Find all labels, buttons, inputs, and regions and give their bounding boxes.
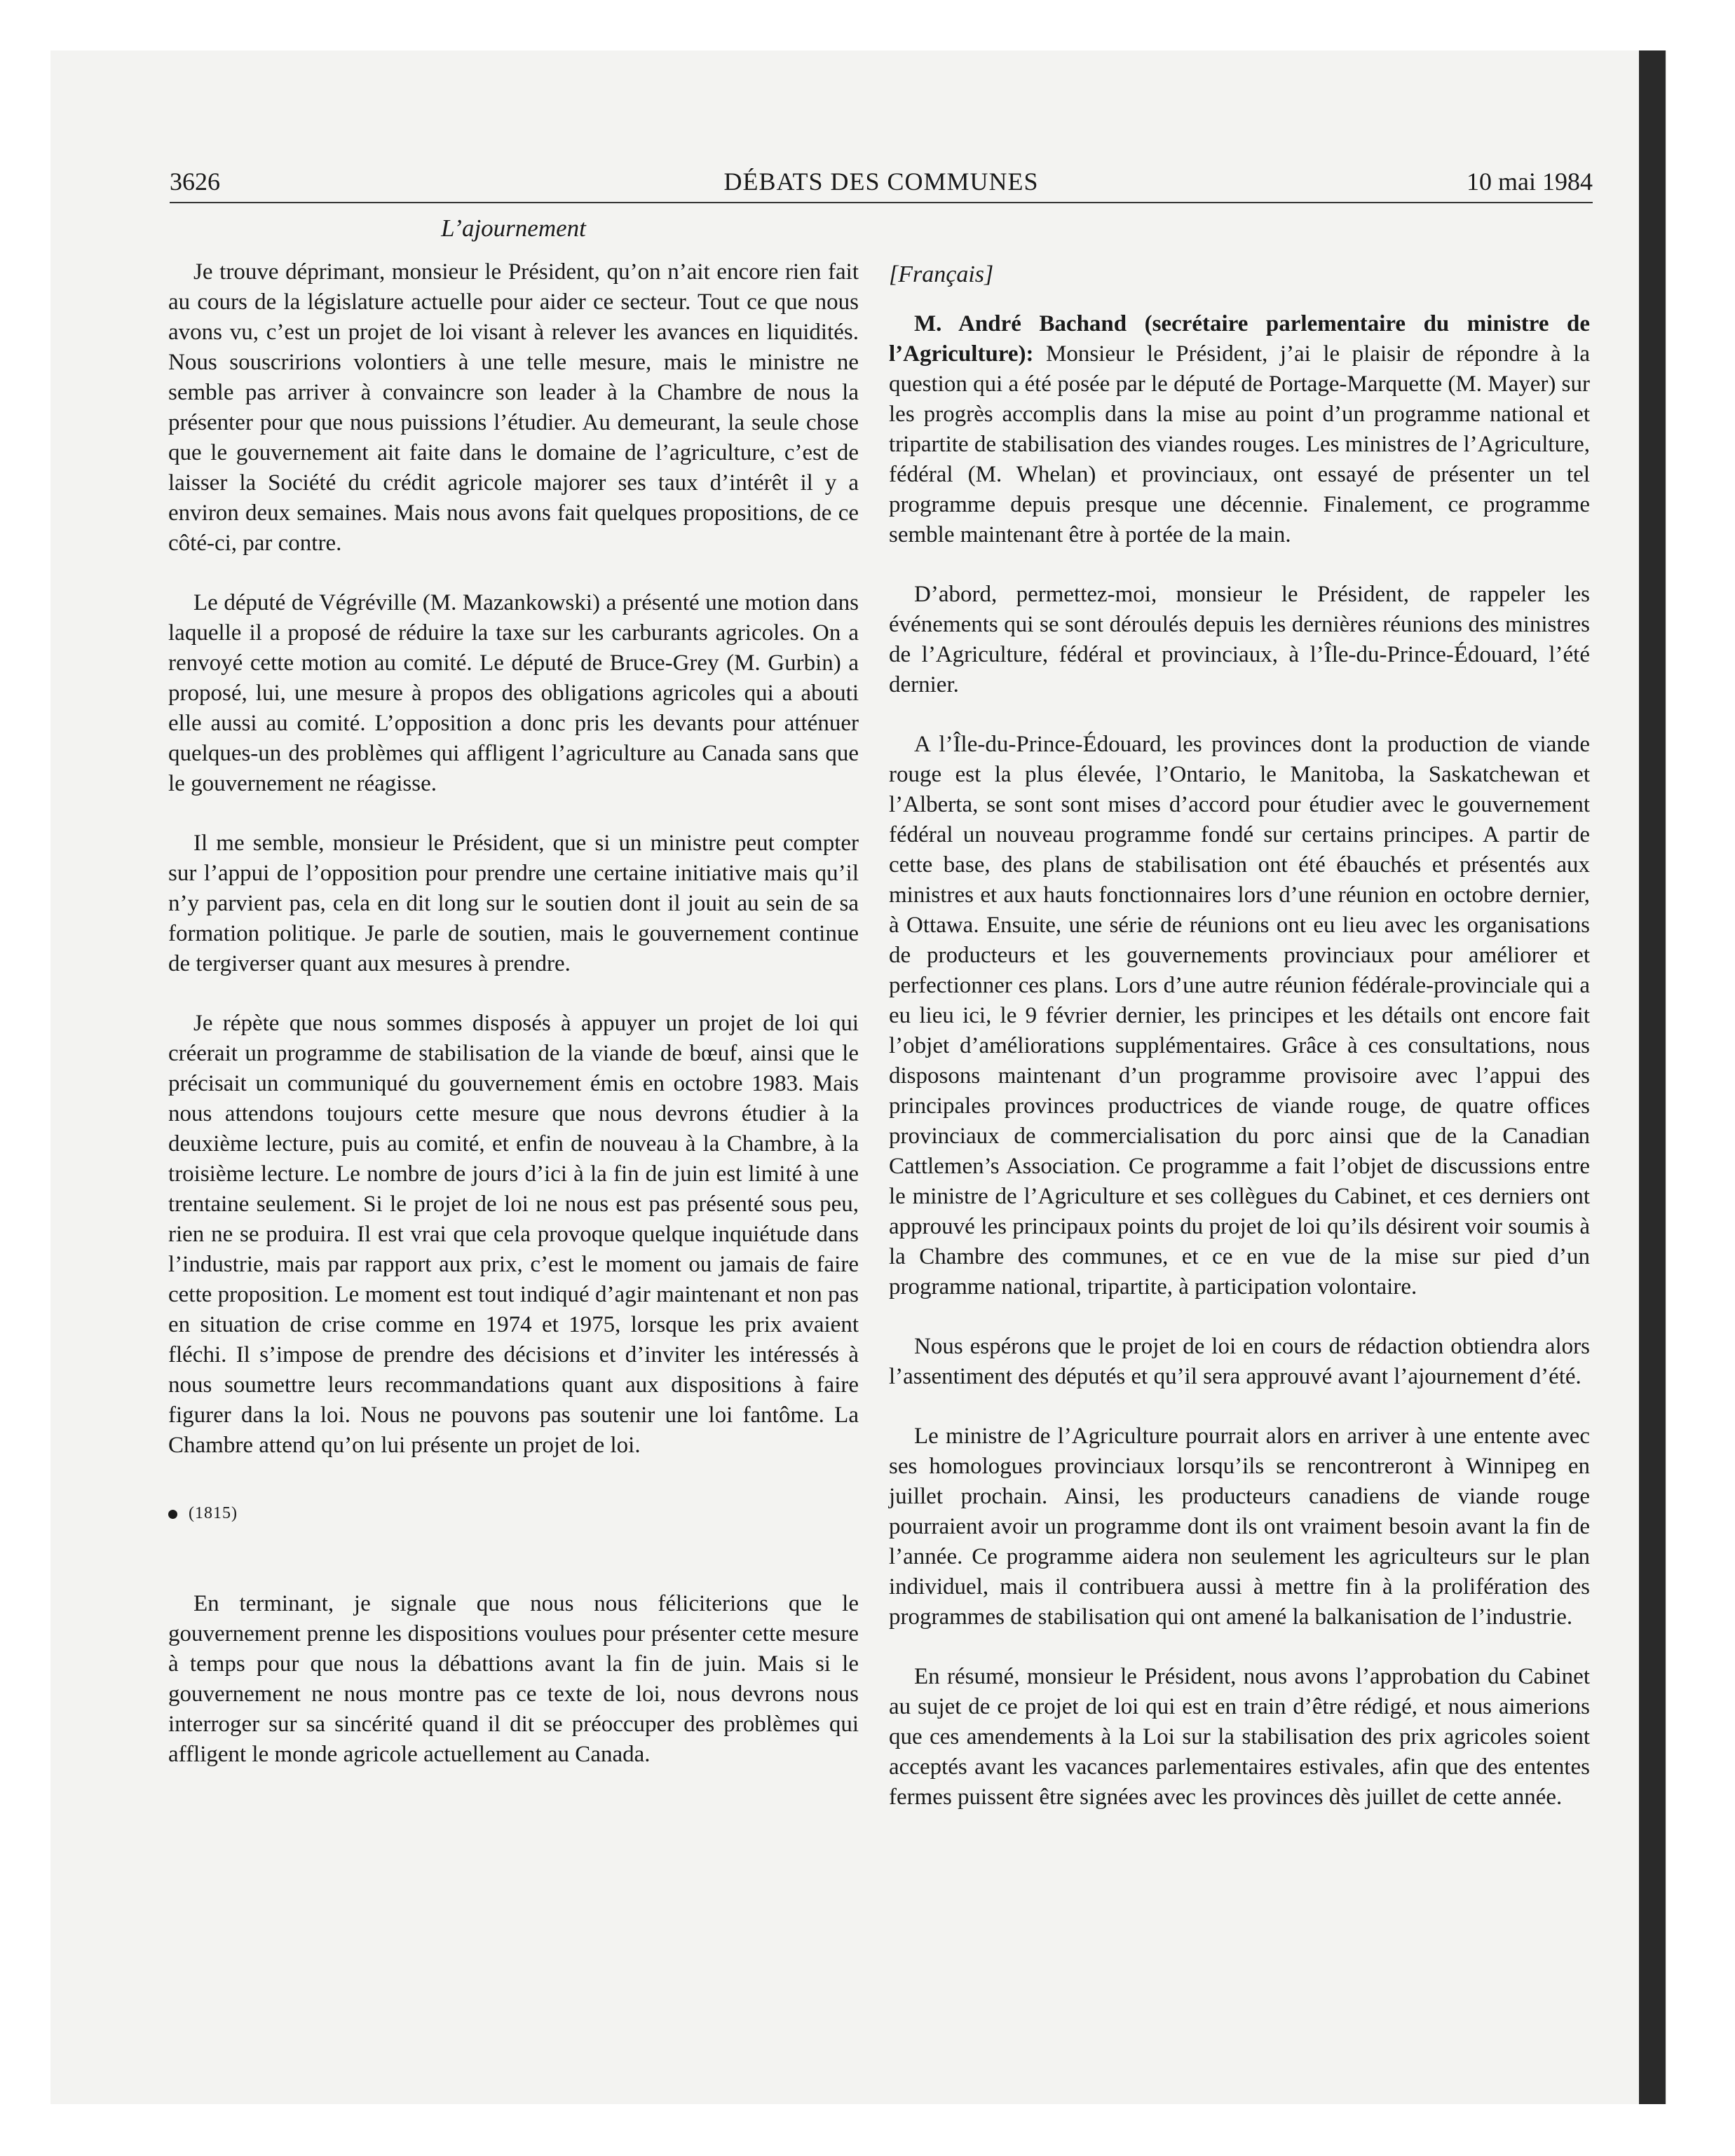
- paragraph: Je répète que nous sommes disposés à appuyer un projet de loi qui créerait un programme de stabilisation de la viande de bœuf, ainsi que le précisait un communiqué du gouvernement émis en octobre 1983. Mais nous attendons toujours cette mesure que nous devrons étudier à la deuxième lecture, puis au comité, et enfin de nouveau à la Chambre, à la troisième lecture. Le nombre de jours d’ici à la fin de juin est limité à une trentaine seulement. Si le projet de loi ne nous est pas présenté sous peu, rien ne se produira. Il est vrai que cela provoque quelque inquiétude dans l’industrie, mais par rapport aux prix, c’est le moment ou jamais de faire cette proposition. Le moment est tout indiqué d’agir maintenant et non pas en situation de crise comme en 1974 et 1975, lorsque les prix avaient fléchi. Il s’impose de prendre des décisions et d’inviter les intéressés à nous soumettre leurs recommandations quant aux dispositions à faire figurer dans la loi. Nous ne pouvons pas soutenir une loi fantôme. La Chambre attend qu’on lui présente un projet de loi.: [168, 1011, 859, 1458]
- bullet-icon: [168, 1510, 177, 1519]
- section-heading: L’ajournement: [441, 214, 586, 242]
- paragraph: Le député de Végréville (M. Mazankowski) a présenté une motion dans laquelle il a proposé de réduire la taxe sur les carburants agricoles. On a renvoyé cette motion au comité. Le député de Bruce-Grey (M. Gurbin) a proposé, lui, une mesure à propos des obligations agricoles qui a abouti elle aussi au comité. L’opposition a donc pris les devants pour atténuer quelques-un des problèmes qui affligent l’agriculture au Canada sans que le gouvernement ne réagisse.: [168, 590, 859, 796]
- paragraph: En résumé, monsieur le Président, nous avons l’approbation du Cabinet au sujet de ce projet de loi qui est en train d’être rédigé, et nous aimerions que ces amendements à la Loi sur la stabilisation des prix agricoles soient acceptés avant les vacances parlementaires estivales, afin que des ententes fermes puissent être signées avec les provinces dès juillet de cette année.: [889, 1664, 1590, 1810]
- right-column: [889, 210, 1590, 1842]
- paragraph: Il me semble, monsieur le Président, que si un ministre peut compter sur l’appui de l’opposition pour prendre une certaine initiative mais qu’il n’y parvient pas, cela en dit long sur le soutien dont il jouit au sein de sa formation politique. Je parle de soutien, mais le gouvernement continue de tergiverser quant aux mesures à prendre.: [168, 831, 859, 976]
- paragraph: Le ministre de l’Agriculture pourrait alors en arriver à une entente avec ses homologues provinciaux lorsqu’ils se rencontreront à Winnipeg en juillet prochain. Ainsi, les producteurs canadiens de viande rouge pourraient avoir un programme dont ils ont vraiment besoin avant la fin de l’année. Ce programme aidera non seulement les agriculteurs sur le plan individuel, mais il contribuera aussi à mettre fin à la prolifération des programmes de stabilisation qui ont amené la balkanisation de l’industrie.: [889, 1424, 1590, 1630]
- issue-date: 10 mai 1984: [1467, 168, 1593, 196]
- time-marker-text: (1815): [189, 1504, 238, 1522]
- page-header: [170, 163, 1593, 202]
- time-marker: [168, 1499, 859, 1529]
- scan-edge-shadow: [1639, 50, 1666, 2104]
- speaker-name: M. André Bachand (secrétaire parlementaire du ministre de l’Agriculture):: [889, 311, 1590, 367]
- header-rule: [170, 202, 1593, 203]
- paragraph: Nous espérons que le projet de loi en cours de rédaction obtiendra alors l’assentiment des députés et qu’il sera approuvé avant l’ajournement d’été.: [889, 1334, 1590, 1389]
- language-tag: [Français]: [889, 261, 994, 287]
- paragraph: A l’Île-du-Prince-Édouard, les provinces dont la production de viande rouge est la plus élevée, l’Ontario, le Manitoba, la Saskatchewan et l’Alberta, se sont sont mises d’accord pour étudier avec le gouvernement fédéral un nouveau programme fondé sur certains principes. A partir de cette base, des plans de stabilisation ont été ébauchés et présentés aux ministres et aux hauts fonctionnaires lors d’une réunion en octobre dernier, à Ottawa. Ensuite, une série de réunions ont eu lieu avec les organisations de producteurs et les gouvernements provinciaux pour améliorer et perfectionner ces plans. Lors d’une autre réunion fédérale-provinciale qui a eu lieu ici, le 9 février dernier, les principes et les détails ont encore fait l’objet d’améliorations supplémentaires. Grâce à ces consultations, nous disposons maintenant d’un programme provisoire avec l’appui des principales provinces productrices de viande rouge, de quatre offices provinciaux de commercialisation du porc ainsi que de la Canadian Cattlemen’s Association. Ce programme a fait l’objet de discussions entre le ministre de l’Agriculture et ses collègues du Cabinet, et ces derniers ont approuvé les principaux points du projet de loi qu’ils désirent voir soumis à la Chambre des communes, et ce en vue de la mise sur pied d’un programme national, tripartite, à participation volontaire.: [889, 732, 1590, 1299]
- page-number: 3626: [170, 168, 220, 196]
- paragraph: D’abord, permettez-moi, monsieur le Président, de rappeler les événements qui se sont déroulés depuis les dernières réunions des ministres de l’Agriculture, fédéral et provinciaux, à l’Île-du-Prince-Édouard, l’été dernier.: [889, 582, 1590, 697]
- closing-paragraph: En terminant, je signale que nous nous féliciterions que le gouvernement prenne les dispositions voulues pour présenter cette mesure à temps pour que nous la débattions avant la fin de juin. Mais si le gouvernement ne nous montre pas ce texte de loi, nous devrons nous interroger sur sa sincérité quand il dit se préoccuper des problèmes qui affligent le monde agricole actuellement au Canada.: [168, 1591, 859, 1767]
- speaker-text: Monsieur le Président, j’ai le plaisir de répondre à la question qui a été posée par le député de Portage-Marquette (M. Mayer) sur les progrès accomplis dans la mise au point d’un programme national et tripartite de stabilisation des viandes rouges. Les ministres de l’Agriculture, fédéral (M. Whelan) et provinciaux, ont essayé de présenter un tel programme depuis presque une décennie. Finalement, ce programme semble maintenant être à portée de la main.: [889, 341, 1590, 547]
- speaker-paragraph: [889, 309, 1590, 550]
- paragraph: Je trouve déprimant, monsieur le Président, qu’on n’ait encore rien fait au cours de la législature actuelle pour aider ce secteur. Tout ce que nous avons vu, c’est un projet de loi visant à relever les avances en liquidités. Nous souscririons volontiers à une telle mesure, mais le ministre ne semble pas arriver à convaincre son leader à la Chambre de nous la présenter pour que nous puissions l’étudier. Au demeurant, la seule chose que le gouvernement ait faite dans le domaine de l’agriculture, c’est de laisser la Société du crédit agricole majorer ses taux d’intérêt il y a environ deux semaines. Mais nous avons fait quelques propositions, de ce côté-ci, par contre.: [168, 259, 859, 556]
- journal-title: DÉBATS DES COMMUNES: [723, 168, 1039, 196]
- left-column: [168, 210, 859, 1799]
